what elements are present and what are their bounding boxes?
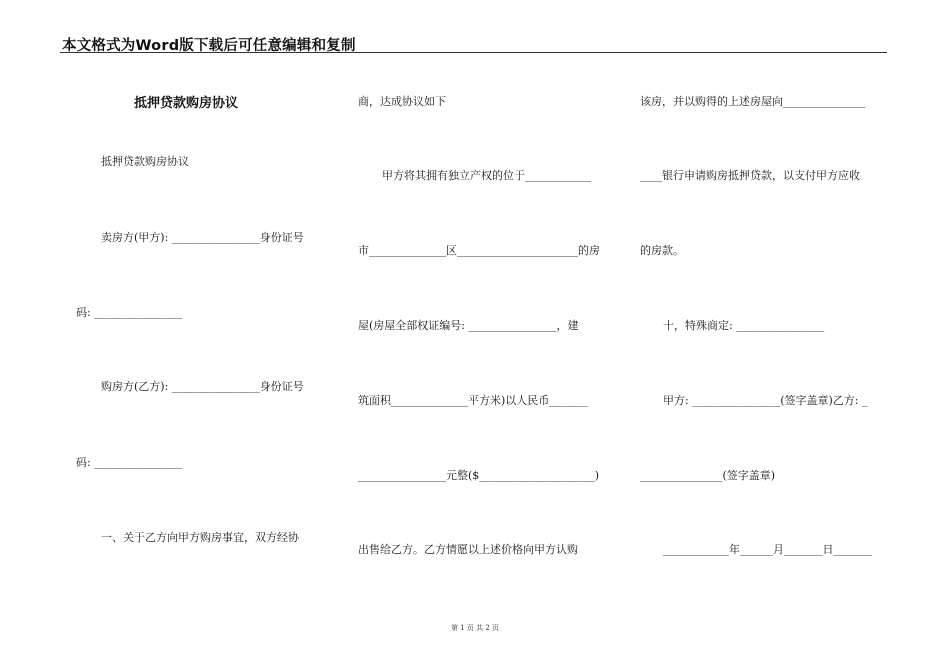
middle-line-7: 出售给乙方。乙方情愿以上述价格向甲方认购 (358, 543, 578, 556)
left-line-4: 购房方(乙方): ________________身份证号 (101, 380, 304, 393)
right-line-2: ____银行申请购房抵押贷款，以支付甲方应收 (640, 169, 860, 182)
middle-line-1: 商，达成协议如下 (358, 95, 446, 108)
document-title: 抵押贷款购房协议 (134, 96, 239, 111)
middle-line-2: 甲方将其拥有独立产权的位于____________ (382, 169, 591, 182)
middle-line-4: 屋(房屋全部权证编号: ________________，建 (358, 319, 579, 332)
middle-line-3: 市______________区______________________的房 (358, 244, 600, 257)
middle-line-6: ________________元整($_____________________) (358, 469, 600, 482)
right-line-3: 的房款。 (640, 244, 684, 257)
left-line-2: 卖房方(甲方): ________________身份证号 (101, 231, 304, 244)
right-line-5: 甲方: ________________(签字盖章)乙方: _ (663, 394, 868, 407)
right-line-4: 十，特殊商定: ________________ (663, 319, 825, 332)
left-line-3: 码: ________________ (76, 306, 183, 319)
right-line-6: _______________(签字盖章) (640, 469, 776, 482)
document-banner: 本文格式为Word版下载后可任意编辑和复制 (62, 38, 356, 54)
header-divider (60, 52, 887, 53)
left-line-5: 码: ________________ (76, 456, 183, 469)
left-line-6: 一、关于乙方向甲方购房事宜，双方经协 (101, 531, 299, 544)
right-line-1: 该房，并以购得的上述房屋向_______________ (640, 95, 866, 108)
page-number: 第 1 页 共 2 页 (450, 624, 500, 632)
left-line-1: 抵押贷款购房协议 (101, 155, 189, 168)
right-line-7: ____________年______月_______日_______ (663, 543, 872, 556)
middle-line-5: 筑面积______________平方米)以人民币_______ (358, 394, 588, 407)
